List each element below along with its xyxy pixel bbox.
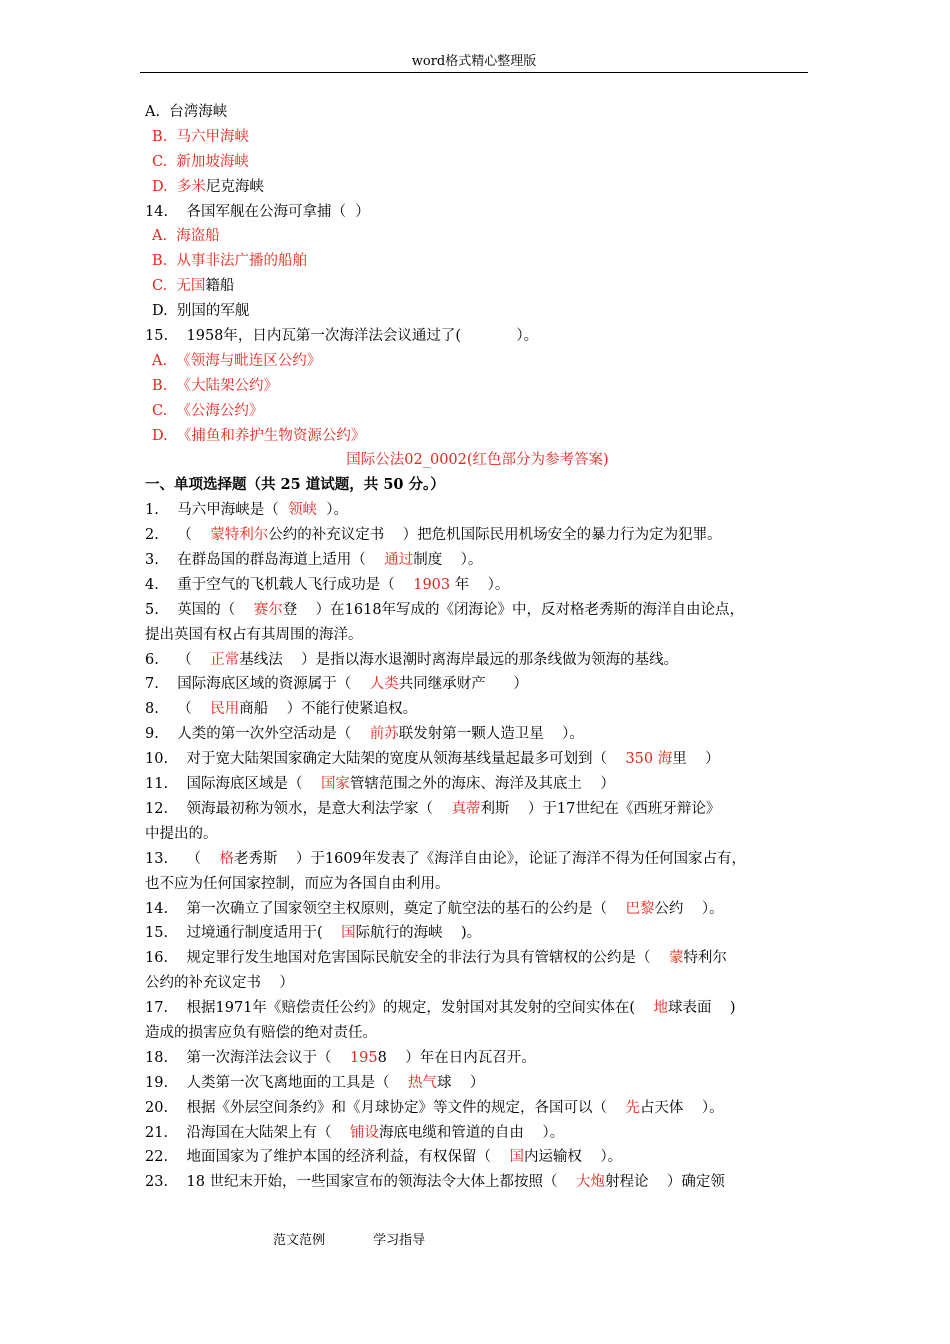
- item-16: 16. 规定罪行发生地国对危害国际民航安全的非法行为具有管辖权的公约是（ 蒙特利尔: [145, 950, 727, 967]
- item-16-cont: 公约的补充议定书 ）: [145, 975, 294, 992]
- option-14b: B. 从事非法广播的船舶: [152, 253, 307, 270]
- item-5: 5. 英国的（ 赛尔登 ）在1618年写成的《闭海论》中，反对格老秀斯的海洋自由论点，: [145, 601, 745, 618]
- item-14: 14. 第一次确立了国家领空主权原则，奠定了航空法的基石的公约是（ 巴黎公约 ）。: [145, 900, 724, 917]
- page-footer: [273, 1233, 469, 1249]
- question-15: 15. 1958年，日内瓦第一次海洋法会议通过了( ）。: [145, 328, 539, 345]
- question-14: 14. 各国军舰在公海可拿捕（ ）: [145, 203, 370, 220]
- item-13-cont: 也不应为任何国家控制，而应为各国自由利用。: [145, 875, 450, 892]
- item-21: 21. 沿海国在大陆架上有（ 铺设海底电缆和管道的自由 ）。: [145, 1124, 565, 1141]
- footer-left: 范文范例: [273, 1233, 326, 1248]
- item-8: 8. （ 民用商船 ）不能行使紧追权。: [145, 701, 418, 718]
- item-4: 4. 重于空气的飞机载人飞行成功是（ 1903 年 ）。: [145, 576, 510, 593]
- item-23: 23. 18 世纪末开始，一些国家宣布的领海法令大体上都按照（ 大炮射程论 ）确定领: [145, 1174, 725, 1191]
- item-15: 15. 过境通行制度适用于( 国际航行的海峡 )。: [145, 925, 482, 942]
- option-13b: B. 马六甲海峡: [152, 128, 249, 145]
- item-7: 7. 国际海底区域的资源属于（ 人类共同继承财产 ）: [145, 676, 528, 693]
- option-14d: D. 别国的军舰: [152, 303, 250, 320]
- section-title: 国际公法02_0002(红色部分为参考答案): [346, 452, 609, 469]
- item-1: 1. 马六甲海峡是（ 领峡 ）。: [145, 502, 348, 519]
- item-12-cont: 中提出的。: [145, 825, 218, 842]
- header-rule: [140, 72, 808, 73]
- section-heading: 一、单项选择题（共 25 道试题，共 50 分。）: [145, 476, 445, 494]
- item-6: 6. （ 正常基线法 ）是指以海水退潮时离海岸最远的那条线做为领海的基线。: [145, 651, 679, 668]
- item-13: 13. （ 格老秀斯 ）于1609年发表了《海洋自由论》，论证了海洋不得为任何国家占有，: [145, 850, 747, 867]
- item-18: 18. 第一次海洋法会议于（ 1958 ）年在日内瓦召开。: [145, 1049, 536, 1066]
- item-10: 10. 对于宽大陆架国家确定大陆架的宽度从领海基线量起最多可划到（ 350 海里 ）: [145, 751, 720, 768]
- item-12: 12. 领海最初称为领水，是意大利法学家（ 真蒂利斯 ）于17世纪在《西班牙辩论》: [145, 800, 721, 817]
- item-2: 2. （ 蒙特利尔公约的补充议定书 ）把危机国际民用机场安全的暴力行为定为犯罪。: [145, 527, 722, 544]
- page-header: word格式精心整理版: [411, 54, 537, 69]
- item-19: 19. 人类第一次飞离地面的工具是（ 热气球 ）: [145, 1074, 485, 1091]
- option-13c: C. 新加坡海峡: [152, 153, 249, 170]
- item-11: 11. 国际海底区域是（ 国家管辖范围之外的海床、海洋及其底土 ）: [145, 776, 615, 793]
- item-9: 9. 人类的第一次外空活动是（ 前苏联发射第一颗人造卫星 ）。: [145, 726, 584, 743]
- option-14a: A. 海盗船: [152, 228, 220, 245]
- option-15c: C. 《公海公约》: [152, 402, 264, 419]
- option-14c: C. 无国籍船: [152, 278, 235, 295]
- option-15b: B. 《大陆架公约》: [152, 377, 278, 394]
- option-15a: A. 《领海与毗连区公约》: [152, 352, 322, 369]
- item-22: 22. 地面国家为了维护本国的经济利益，有权保留（ 国内运输权 ）。: [145, 1149, 623, 1166]
- option-13a: A. 台湾海峡: [145, 104, 228, 120]
- item-20: 20. 根据《外层空间条约》和《月球协定》等文件的规定，各国可以（ 先占天体 ）。: [145, 1099, 724, 1116]
- option-15d: D. 《捕鱼和养护生物资源公约》: [152, 427, 366, 444]
- option-13d: D. 多米尼克海峡: [152, 178, 264, 195]
- item-3: 3. 在群岛国的群岛海道上适用（ 通过制度 ）。: [145, 552, 483, 569]
- item-17: 17. 根据1971年《赔偿责任公约》的规定，发射国对其发射的空间实体在( 地球表面 ): [145, 1000, 736, 1017]
- item-17-cont: 造成的损害应负有赔偿的绝对责任。: [145, 1024, 377, 1041]
- footer-right: 学习指导: [373, 1233, 426, 1248]
- item-5-cont: 提出英国有权占有其周围的海洋。: [145, 626, 363, 643]
- document-body: [145, 100, 810, 1195]
